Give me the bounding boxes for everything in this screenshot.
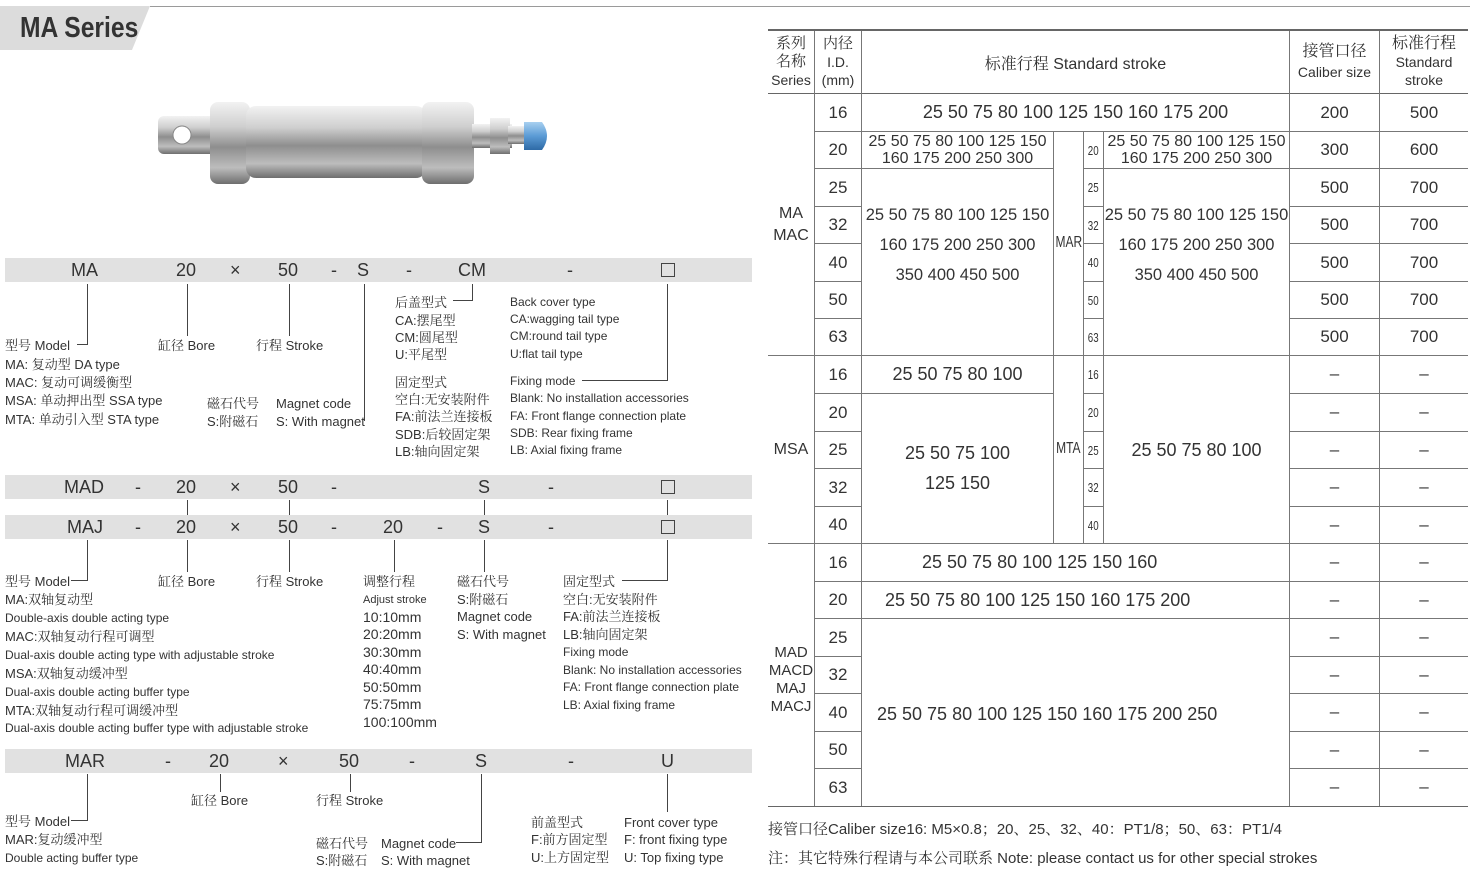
id-cell: 40: [828, 515, 848, 534]
code-dash: -: [135, 477, 141, 497]
std-stroke-cell: 700: [1409, 252, 1439, 272]
mta-text: MTA: [1056, 440, 1081, 457]
magnet-cn: 磁石代号: [316, 836, 369, 851]
table-hline: [1103, 168, 1289, 169]
magnet-en: Magnet code: [276, 396, 352, 411]
fix-en: SDB: Rear fixing frame: [510, 426, 633, 440]
fix-cn: 空白:无安装附件: [395, 392, 490, 407]
dash-cell: –: [1329, 627, 1340, 646]
code-band-ma: [5, 258, 752, 282]
fix-en: LB: Axial fixing frame: [510, 443, 623, 457]
model-type: Double-axis double acting type: [5, 611, 170, 625]
code-dash: -: [548, 517, 554, 537]
model-type: Dual-axis double acting type with adjustable stroke: [5, 648, 275, 662]
connector: [187, 500, 188, 515]
id-cell: 63: [828, 777, 848, 797]
connector: [289, 540, 290, 572]
series-text: MACD: [768, 662, 814, 679]
mta-id-text: 25: [1088, 442, 1099, 458]
connector: [484, 500, 485, 515]
code-band-mad: [5, 475, 752, 499]
stroke-text: 160 175 200 250 300: [1120, 150, 1273, 167]
code-times: ×: [230, 477, 241, 497]
magnet-en: Magnet code: [381, 836, 457, 851]
id-cell: 50: [828, 290, 848, 309]
id-cell: 25: [828, 440, 848, 459]
series-ma: [768, 200, 814, 250]
connector: [456, 842, 482, 843]
fix-label: Fixing mode: [563, 645, 629, 659]
stroke-text: 350 400 450 500: [895, 266, 1020, 284]
id-cell: 16: [828, 102, 848, 122]
dash-cell: –: [1329, 364, 1340, 383]
code-dash: -: [409, 751, 415, 771]
fix-cn: 固定型式: [395, 375, 448, 390]
dash-cell: –: [1329, 440, 1340, 459]
caliber-cell: 500: [1320, 252, 1349, 272]
model-type: MA:双轴复动型: [5, 592, 94, 607]
mar-id-text: 40: [1088, 255, 1099, 270]
series-mad: [768, 640, 814, 720]
code-magnet: S: [478, 517, 491, 537]
code-dash: -: [135, 517, 141, 537]
mar-id-text: 25: [1088, 180, 1099, 195]
stroke-label: 行程 Stroke: [256, 338, 324, 353]
model-type: MSA: 单动押出型 SSA type: [5, 393, 163, 408]
header-std-stroke: [1380, 31, 1468, 93]
code-bore: 20: [176, 477, 197, 497]
header-id: [815, 31, 861, 93]
header-text: Caliber size: [1297, 64, 1372, 80]
stroke-cell: [862, 200, 1053, 320]
model-type: Dual-axis double acting buffer type with adjustable stroke: [5, 721, 309, 735]
connector: [220, 774, 221, 792]
stroke-text: 25 50 75 80 100 125 150: [865, 206, 1050, 224]
id-cell: 32: [828, 477, 848, 497]
stroke-text: 160 175 200 250 300: [881, 150, 1034, 167]
table-vline: [1103, 131, 1104, 544]
code-adjust: 20: [383, 517, 404, 537]
connector: [350, 774, 351, 792]
dash-cell: –: [1419, 477, 1429, 496]
adjust-item: 40:40mm: [363, 661, 422, 677]
code-magnet: S: [357, 260, 370, 280]
header-series: [768, 31, 814, 93]
adjust-label: Adjust stroke: [363, 594, 427, 606]
dash-cell: –: [1329, 590, 1340, 609]
dash-cell: –: [1419, 665, 1429, 684]
dash-cell: –: [1419, 515, 1429, 534]
back-cover-cn: 后盖型式: [395, 295, 448, 310]
stroke-label: 行程 Stroke: [316, 793, 384, 808]
connector: [453, 300, 473, 301]
connector: [87, 774, 88, 820]
stroke-cell: 25 50 75 80 100 125 150 160: [922, 552, 1158, 572]
id-cell: 32: [828, 665, 848, 684]
model-type: Dual-axis double acting buffer type: [5, 685, 190, 699]
table-bottom-rule: [768, 806, 1468, 807]
dash-cell: –: [1329, 552, 1340, 571]
std-stroke-cell: 700: [1409, 215, 1439, 234]
series-text: MAD: [774, 644, 808, 661]
fix-label: LB:轴向固定架: [563, 627, 648, 642]
id-cell: 50: [828, 740, 848, 759]
mar-id: [1084, 319, 1103, 355]
model-label: 型号 Model: [5, 814, 71, 829]
front-cover-cn: F:前方固定型: [531, 832, 608, 847]
adjust-item: 20:20mm: [363, 626, 422, 642]
fix-en: FA: Front flange connection plate: [510, 409, 687, 423]
table-vline: [1053, 131, 1054, 544]
stroke-cell: 25 50 75 80 100 125 150 160 175 200: [922, 102, 1229, 122]
mta-id-text: 40: [1088, 517, 1099, 533]
connector: [289, 500, 290, 515]
connector: [582, 380, 668, 381]
code-times: ×: [230, 260, 241, 280]
dash-cell: –: [1329, 777, 1340, 796]
connector: [71, 820, 88, 821]
mta-label: [1054, 438, 1083, 460]
model-type: MTA: 单动引入型 STA type: [5, 412, 160, 427]
model-type: MAR:复动缓冲型: [5, 832, 103, 847]
mar-id-text: 32: [1088, 217, 1099, 233]
code-front: U: [661, 751, 674, 771]
header-text: 系列: [775, 35, 806, 52]
stroke-text: 25 50 75 100: [904, 443, 1011, 463]
fix-label: 空白:无安装附件: [563, 592, 658, 607]
model-type: MSA:双轴复动缓冲型: [5, 666, 128, 681]
id-cell: 16: [828, 364, 848, 384]
std-stroke-cell: 700: [1409, 327, 1439, 346]
fix-label: 固定型式: [563, 574, 616, 589]
connector: [667, 774, 668, 812]
model-type: MAC: 复动可调缓衡型: [5, 375, 133, 390]
mta-id: [1084, 394, 1103, 431]
magnet-cn: S:附磁石: [316, 853, 368, 868]
dash-cell: –: [1419, 590, 1429, 609]
model-type: MAC:双轴复动行程可调型: [5, 629, 155, 644]
magnet-cn: 磁石代号: [207, 396, 260, 411]
connector: [484, 540, 485, 572]
connector: [77, 344, 88, 345]
model-type: MA: 复动型 DA type: [5, 357, 120, 372]
magnet-label: S: With magnet: [457, 627, 546, 642]
dash-cell: –: [1419, 440, 1429, 459]
std-stroke-cell: 500: [1409, 102, 1439, 122]
dash-cell: –: [1419, 740, 1429, 759]
header-text: (mm): [821, 72, 855, 88]
code-bore: 20: [176, 517, 197, 537]
mar-text: MAR: [1055, 234, 1082, 251]
magnet-label: Magnet code: [457, 609, 533, 624]
front-cover-cn: U:上方固定型: [531, 850, 610, 865]
stroke-cell: [862, 438, 1053, 498]
fix-label: Blank: No installation accessories: [563, 663, 742, 677]
stroke-cell: 25 50 75 80 100: [892, 364, 1023, 384]
id-cell: 40: [828, 702, 848, 722]
header-text: Standard: [1395, 54, 1453, 70]
code-model: MAR: [65, 751, 105, 771]
caliber-cell: 500: [1320, 290, 1349, 309]
header-text: Series: [771, 72, 811, 88]
stroke-text: 350 400 450 500: [1134, 266, 1259, 284]
code-bore: 20: [209, 751, 230, 771]
connector: [364, 284, 365, 421]
mta-id-text: 20: [1088, 405, 1099, 420]
back-cover-cn: CM:圆尾型: [395, 330, 458, 345]
code-model: MA: [71, 260, 98, 280]
dash-cell: –: [1419, 402, 1429, 421]
mta-id-text: 32: [1088, 480, 1099, 495]
code-dash: -: [406, 260, 412, 280]
header-text: 名称: [775, 53, 806, 70]
dash-cell: –: [1419, 627, 1429, 646]
connector: [187, 284, 188, 336]
back-cover-en: CM:round tail type: [510, 329, 608, 343]
bore-label: 缸径 Bore: [158, 574, 216, 589]
header-text: I.D.: [827, 54, 849, 70]
series-text: MACJ: [770, 698, 812, 715]
code-dash: -: [331, 517, 337, 537]
dash-cell: –: [1419, 364, 1429, 383]
code-box: [661, 520, 675, 534]
adjust-item: 50:50mm: [363, 679, 422, 695]
id-cell: 32: [828, 215, 848, 234]
mar-id: [1084, 244, 1103, 281]
id-cell: 20: [828, 590, 848, 609]
mar-id: [1084, 169, 1103, 206]
mta-id: [1084, 356, 1103, 393]
connector: [289, 284, 290, 336]
model-label: 型号 Model: [5, 338, 71, 353]
series-text: MAJ: [776, 680, 806, 697]
header-stroke: 标准行程 Standard stroke: [984, 55, 1167, 73]
connector: [622, 580, 668, 581]
bore-label: 缸径 Bore: [158, 338, 216, 353]
connector: [87, 540, 88, 580]
stroke-text: 160 175 200 250 300: [879, 236, 1036, 254]
code-times: ×: [278, 751, 289, 771]
dash-cell: –: [1329, 402, 1340, 421]
stroke-text: 160 175 200 250 300: [1118, 236, 1275, 254]
stroke-text: 25 50 75 80 100 125 150: [1107, 133, 1286, 150]
id-cell: 25: [828, 177, 848, 197]
bore-label: 缸径 Bore: [191, 793, 249, 808]
magnet-label: 磁石代号: [457, 574, 510, 589]
back-cover-cn: U:平尾型: [395, 347, 448, 362]
fix-label: LB: Axial fixing frame: [563, 698, 676, 712]
code-box: [661, 480, 675, 494]
code-dash: -: [567, 260, 573, 280]
stroke-cell: [1104, 200, 1289, 320]
caliber-cell: 500: [1320, 327, 1349, 346]
caliber-cell: 200: [1320, 102, 1349, 122]
mta-id: [1084, 469, 1103, 506]
code-band-mar: [5, 749, 752, 773]
connector: [394, 540, 395, 572]
adjust-item: 10:10mm: [363, 609, 422, 625]
code-stroke: 50: [278, 517, 299, 537]
code-magnet: S: [475, 751, 488, 771]
stroke-text: 25 50 75 80 100 125 150: [868, 133, 1047, 150]
mta-id-text: 16: [1088, 367, 1099, 382]
mar-id-text: 50: [1088, 292, 1099, 308]
model-type: Double acting buffer type: [5, 851, 139, 865]
front-cover-cn: 前盖型式: [531, 815, 584, 830]
header-text: stroke: [1404, 72, 1444, 88]
stroke-cell: 25 50 75 80 100 125 150 160 175 200: [885, 589, 1191, 610]
code-dash: -: [548, 477, 554, 497]
id-cell: 63: [828, 327, 848, 346]
mta-id: [1084, 507, 1103, 543]
front-cover-en: Front cover type: [624, 815, 718, 830]
code-band-maj: [5, 515, 752, 539]
magnet-en: S: With magnet: [276, 414, 365, 429]
stroke-text: 25 50 75 80 100 125 150: [1104, 206, 1289, 224]
code-model: MAJ: [67, 517, 103, 537]
id-cell: 20: [828, 140, 848, 159]
adjust-label: 调整行程: [363, 574, 416, 589]
header-caliber: [1290, 31, 1379, 93]
stroke-cell: [1104, 132, 1289, 168]
code-dash: -: [331, 477, 337, 497]
dash-cell: –: [1419, 777, 1429, 796]
top-rule: [150, 6, 1470, 7]
header-text: 内径: [822, 35, 853, 52]
connector: [667, 284, 668, 381]
connector: [87, 284, 88, 344]
header-text: 标准行程: [1391, 35, 1456, 52]
adjust-item: 30:30mm: [363, 644, 422, 660]
code-dash: -: [437, 517, 443, 537]
mta-id: [1084, 432, 1103, 468]
code-dash: -: [331, 260, 337, 280]
connector: [71, 580, 88, 581]
connector: [472, 284, 473, 300]
front-cover-en: U: Top fixing type: [624, 850, 724, 865]
mar-id: [1084, 132, 1103, 168]
series-text: MAC: [773, 227, 809, 244]
connector: [667, 540, 668, 580]
dash-cell: –: [1329, 665, 1340, 684]
code-model: MAD: [64, 477, 104, 497]
mar-id: [1084, 282, 1103, 318]
series-msa: MSA: [773, 441, 809, 458]
id-cell: 20: [828, 402, 848, 422]
code-box: [661, 263, 675, 277]
mar-id: [1084, 207, 1103, 243]
back-cover-en: CA:wagging tail type: [510, 312, 620, 326]
back-cover-cn: CA:摆尾型: [395, 313, 456, 328]
fix-cn: LB:轴向固定架: [395, 444, 480, 459]
dash-cell: –: [1329, 477, 1340, 496]
stroke-cell: [862, 132, 1053, 168]
id-cell: 40: [828, 252, 848, 272]
fix-cn: FA:前法兰连接板: [395, 409, 493, 424]
back-cover-en: U:flat tail type: [510, 347, 583, 361]
code-stroke: 50: [278, 260, 299, 280]
back-cover-en: Back cover type: [510, 295, 596, 309]
dash-cell: –: [1329, 702, 1340, 721]
code-bore: 20: [176, 260, 197, 280]
magnet-en: S: With magnet: [381, 853, 470, 868]
id-cell: 25: [828, 627, 848, 647]
mar-id-text: 20: [1088, 142, 1099, 158]
fix-en: Fixing mode: [510, 374, 576, 388]
code-times: ×: [230, 517, 241, 537]
caliber-cell: 300: [1320, 140, 1349, 159]
std-stroke-cell: 700: [1409, 290, 1439, 309]
adjust-item: 100:100mm: [363, 714, 437, 730]
dash-cell: –: [1329, 515, 1340, 534]
fix-cn: SDB:后较固定架: [395, 427, 491, 442]
model-label: 型号 Model: [5, 574, 71, 589]
cylinder-image: [150, 96, 560, 188]
code-stroke: 50: [278, 477, 299, 497]
dash-cell: –: [1419, 552, 1429, 571]
std-stroke-cell: 700: [1409, 177, 1439, 197]
code-magnet: S: [478, 477, 491, 497]
adjust-item: 75:75mm: [363, 696, 422, 712]
fix-label: FA: Front flange connection plate: [563, 680, 740, 694]
stroke-text: 125 150: [924, 473, 991, 493]
mar-label: [1054, 232, 1083, 254]
magnet-cn: S:附磁石: [207, 414, 259, 429]
connector: [187, 540, 188, 572]
code-back: CM: [458, 260, 486, 280]
magnet-label: S:附磁石: [457, 592, 509, 607]
fix-label: FA:前法兰连接板: [563, 609, 661, 624]
stroke-label: 行程 Stroke: [256, 574, 324, 589]
fix-en: Blank: No installation accessories: [510, 391, 689, 405]
model-type: MTA:双轴复动行程可调缓冲型: [5, 703, 179, 718]
std-stroke-cell: 600: [1409, 140, 1439, 159]
id-cell: 16: [828, 552, 848, 572]
code-dash: -: [165, 751, 171, 771]
special-note: 注：其它特殊行程请与本公司联系 Note: please contact us for other special strokes: [768, 850, 1318, 867]
connector: [481, 774, 482, 842]
connector: [667, 500, 668, 515]
code-stroke: 50: [339, 751, 360, 771]
header-text: 接管口径: [1302, 43, 1367, 60]
caliber-note: 接管口径Caliber size16: M5×0.8；20、25、32、40：PT1/8；50、63：PT1/4: [768, 821, 1282, 838]
front-cover-en: F: front fixing type: [624, 832, 728, 847]
stroke-cell: 25 50 75 80 100: [1131, 439, 1262, 460]
caliber-cell: 500: [1320, 177, 1349, 197]
code-dash: -: [568, 751, 574, 771]
stroke-cell: 25 50 75 80 100 125 150 160 175 200 250: [877, 703, 1218, 724]
series-text: MA: [779, 205, 803, 222]
mar-id-text: 63: [1088, 329, 1099, 345]
caliber-cell: 500: [1320, 215, 1349, 234]
page-title: MA Series: [20, 12, 139, 44]
dash-cell: –: [1419, 702, 1429, 721]
dash-cell: –: [1329, 740, 1340, 759]
